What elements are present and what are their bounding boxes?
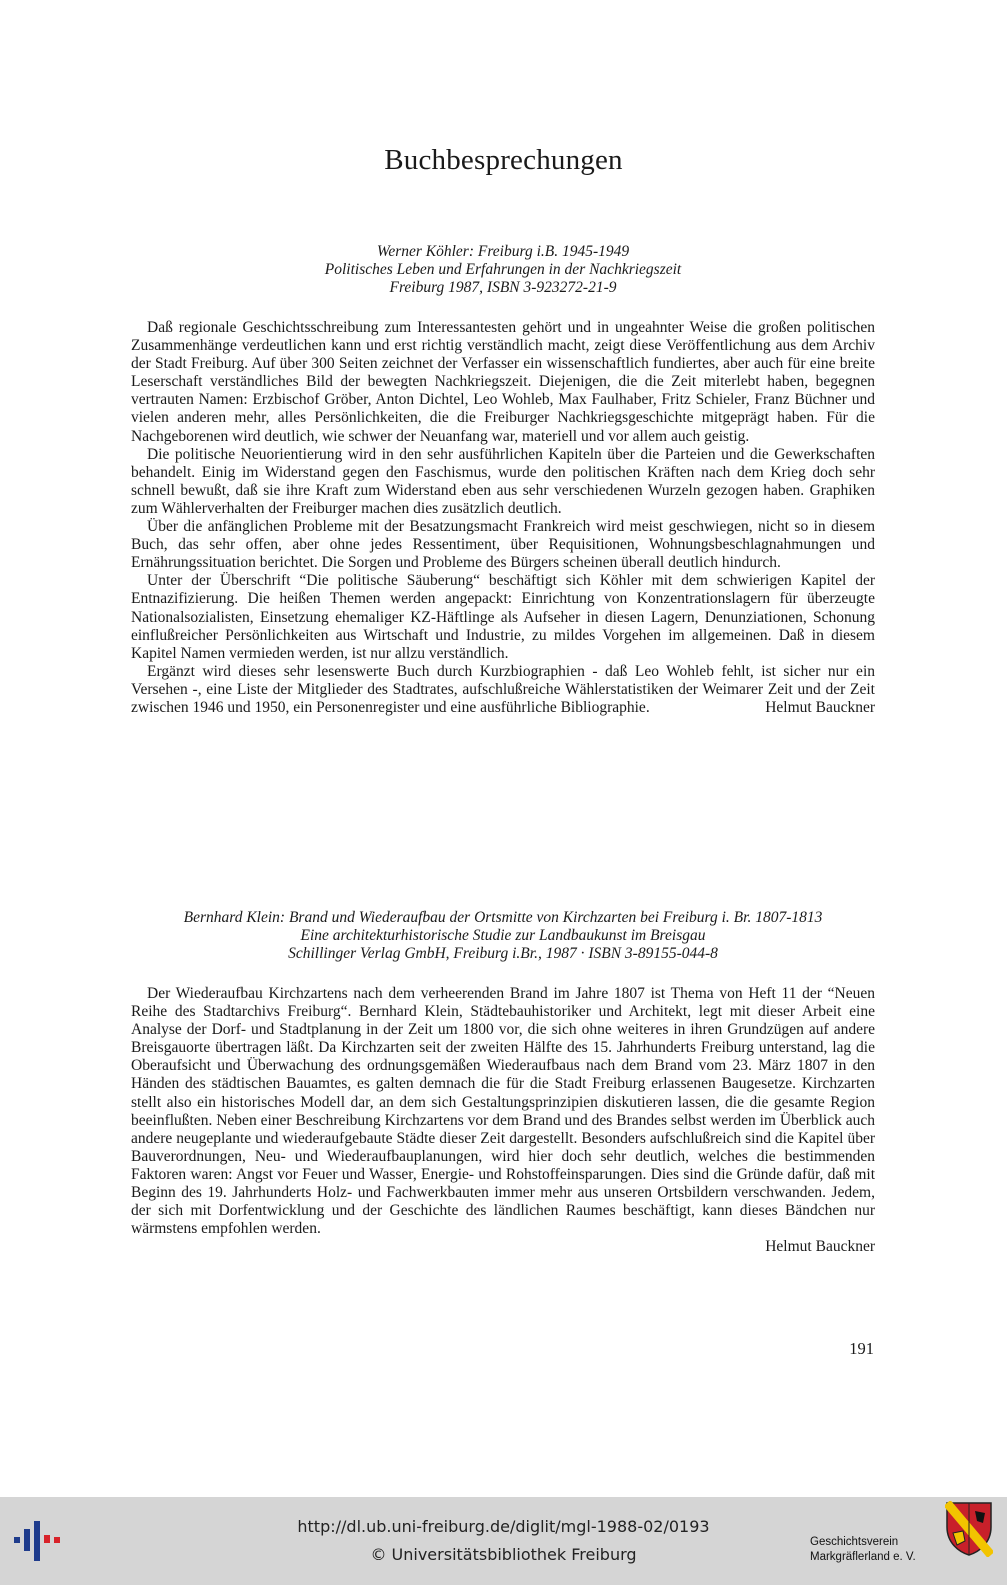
paragraph: Über die anfänglichen Probleme mit der Besatzungsmacht Frankreich wird meist geschwiegen, nicht so in diesem Buch, das sehr offen, aber ohne jedes Ressentiment, über Requisitionen, Wohnungsbeschlagnahmungen und Ernährungssituation berichtet. Die Sorgen und Probleme des Bürgers scheinen überall deutlich hindurch. [131,518,875,572]
reviewer-signature: Helmut Bauckner [765,698,875,716]
review-body [131,985,875,1256]
paragraph: Unter der Überschrift “Die politische Säuberung“ beschäftigt sich Köhler mit dem schwierigen Kapitel der Entnazifizierung. Die heißen Themen werden angepackt: Einrichtung von Konzentrationslagern für überzeugte Nationalsozialisten, Einsetzung ehemaliger KZ-Häftlinge als Aufseher in diesen Lagern, Denunziationen, Schonung einflußreicher Persönlichkeiten aus Wirtschaft und Industrie, zu mildes Vorgehen im allgemeinen. Daß in diesem Kapitel Namen vermieden werden, ist nur allzu verständlich. [131,572,875,662]
review-header [131,243,875,297]
reviewer-signature: Helmut Bauckner [765,1238,875,1256]
org-name-line: Geschichtsverein [810,1536,899,1548]
book-title: Bernhard Klein: Brand und Wiederaufbau der Ortsmitte von Kirchzarten bei Freiburg i. Br. 1807-1813 [183,909,823,926]
review-body [131,319,875,717]
review-klein [131,909,875,1256]
paragraph: Die politische Neuorientierung wird in den sehr ausführlichen Kapiteln über die Parteien und die Gewerkschaften behandelt. Einig im Widerstand gegen den Faschismus, wurde den politischen Kräften nach dem Krieg doch sehr schnell bewußt, daß sie ihre Kraft zum Widerstand eben aus sehr verschiedenen Wurzeln gezogen haben. Graphiken zum Wählerverhalten der Freiburger machen dies zusätzlich deutlich. [131,445,875,517]
review-koehler [131,243,875,717]
copyright-notice: © Universitätsbibliothek Freiburg [370,1545,637,1564]
paragraph [131,663,875,717]
source-url-link[interactable]: http://dl.ub.uni-freiburg.de/diglit/mgl-1988-02/0193 [297,1517,710,1536]
page-title: Buchbesprechungen [384,144,623,176]
org-name-line: Markgräflerland e. V. [810,1551,916,1563]
org-name [810,1535,916,1565]
book-subtitle: Eine architekturhistorische Studie zur Landbaukunst im Breisgau [300,927,706,944]
coat-of-arms-icon [945,1501,993,1557]
paragraph: Der Wiederaufbau Kirchzartens nach dem verheerenden Brand im Jahre 1807 ist Thema von Heft 11 der “Neuen Reihe des Stadtarchivs Freiburg“. Bernhard Klein, Städtebauhistoriker und Architekt, legt mit dieser Arbeit eine Analyse der Dorf- und Stadtplanung in der Zeit um 1800 vor, die sich ohne weiteres in ihren Grundzügen auf andere Breisgauorte übertragen läßt. Da Kirchzarten seit der zweiten Hälfte des 15. Jahrhunderts Freiburg unterstand, lag die Oberaufsicht und Überwachung des ordnungsgemäßen Wiederaufbaus nach dem Brand vom 23. März 1807 in den Händen des städtischen Bauamtes, es galten demnach die für die Stadt Freiburg erlassenen Baugesetze. Kirchzarten stellt also ein historisches Modell dar, an dem sich Gestaltungsprinzipien diskutieren lassen, die die gesamte Region beeinflußten. Neben einer Beschreibung Kirchzartens vor dem Brand und des Brandes selbst werden im Überblick auch andere neugeplante und wiederaufgebaute Städte dieser Zeit dargestellt. Besonders aufschlußreich sind die Kapitel über Bauverordnungen, Neu- und Wiederaufbauplanungen, wird hier doch sehr deutlich, welches die bestimmenden Faktoren waren: Angst vor Feuer und Wasser, Energie- und Rohstoffeinsparungen. Dies sind die Gründe dafür, daß mit Beginn des 19. Jahrhunderts Holz- und Fachwerkbauten immer mehr aus unseren Ortsbildern verschwanden. Jedem, der sich mit Dorfentwicklung und der Geschichte des ländlichen Raumes beschäftigt, kann dieses Bändchen nur wärmstens empfohlen werden. [131,985,875,1238]
book-subtitle: Politisches Leben und Erfahrungen in der Nachkriegszeit [324,261,682,278]
footer-bar [0,1497,1007,1585]
page-number: 191 [849,1339,874,1358]
paragraph: Daß regionale Geschichtsschreibung zum Interessantesten gehört und in ungeahnter Weise die großen politischen Zusammenhänge verdeutlichen kann und erst richtig verständlich macht, zeigt diese Veröffentlichung aus dem Archiv der Stadt Freiburg. Auf über 300 Seiten zeichnet der Verfasser ein wissenschaftlich fundiertes, aber auch für eine breite Leserschaft verständliches Bild der bewegten Nachkriegszeit. Diejenigen, die die Zeit miterlebt haben, begegnen vertrauten Namen: Erzbischof Gröber, Anton Dichtel, Leo Wohleb, Max Faulhaber, Fritz Schieler, Franz Büchner und vielen anderen mehr, alles Persönlichkeiten, die die Freiburger Nachkriegsgeschichte mitgeprägt haben. Für die Nachgeborenen wird deutlich, wie schwer der Neuanfang war, materiell und vor allem auch geistig. [131,319,875,445]
book-publication: Schillinger Verlag GmbH, Freiburg i.Br., 1987 · ISBN 3-89155-044-8 [288,945,718,962]
book-title: Werner Köhler: Freiburg i.B. 1945-1949 [376,243,630,260]
review-header [131,909,875,963]
book-publication: Freiburg 1987, ISBN 3-923272-21-9 [389,279,617,296]
paragraph-text: Ergänzt wird dieses sehr lesenswerte Buch durch Kurzbiographien - daß Leo Wohleb fehlt, ist sicher nur ein Versehen -, eine Liste der Mitglieder des Stadtrates, aufschlußreiche Wählerstatistiken der Weimarer Zeit und der Zeit zwischen 1946 und 1950, ein Personenregister und eine ausführliche Bibliographie. [131,662,875,716]
